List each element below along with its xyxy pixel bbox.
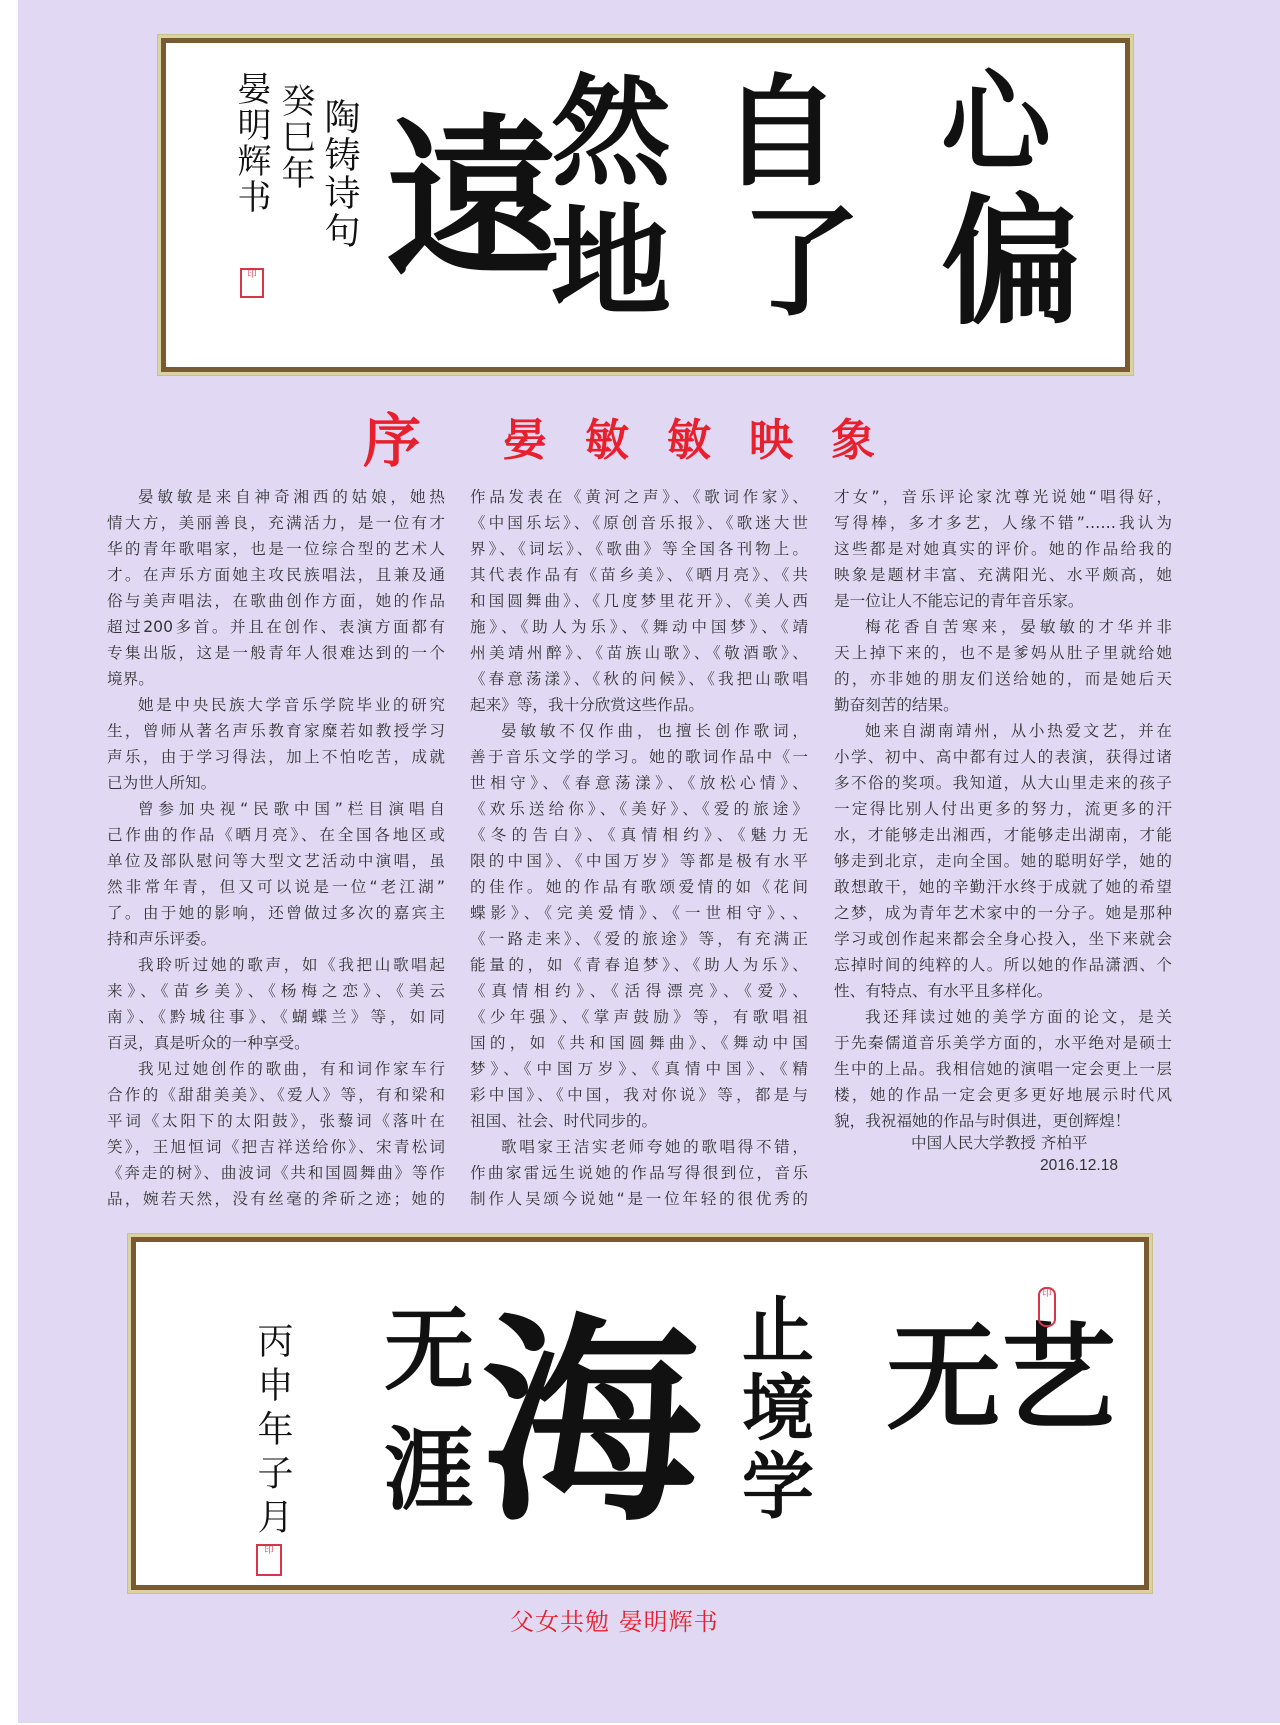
text-line: 《少年强》、《掌声鼓励》等，有歌唱祖: [470, 1008, 808, 1026]
article-column-3: [834, 484, 1172, 1134]
text-line: 《欢乐送给你》、《美好》、《爱的旅途》: [470, 800, 808, 818]
text-line: 施》、《助人为乐》、《舞动中国梦》、《靖: [470, 618, 808, 636]
text-line: 品，婉若天然，没有丝毫的斧斫之迹；她的: [107, 1190, 445, 1208]
calligraphy-char: 心: [941, 58, 1051, 187]
article-column-2: [470, 484, 808, 1212]
text-line: 梅花香自苦寒来，晏敏敏的才华并非: [865, 618, 1172, 636]
author-signature: 中国人民大学教授 齐柏平: [911, 1134, 1088, 1152]
text-line: 性、有特点、有水平且多样化。: [834, 982, 1053, 1000]
text-line: 敢想敢干，她的辛勤汗水终于成就了她的希望: [834, 878, 1172, 896]
text-line: 超过200多首。并且在创作、表演方面都有: [107, 618, 445, 636]
text-line: 能量的，如《青春追梦》、《助人为乐》、: [470, 956, 808, 974]
text-line: 才。在声乐方面她主攻民族唱法，且兼及通: [107, 566, 445, 584]
text-line: 已为世人所知。: [107, 774, 217, 792]
text-line: 够走到北京，走向全国。她的聪明好学，她的: [834, 852, 1172, 870]
text-line: 南》、《黔城往事》、《蝴蝶兰》等，如同: [107, 1008, 445, 1026]
text-line: 限的中国》、《中国万岁》等都是极有水平: [470, 852, 808, 870]
calligraphy-char: 自: [721, 62, 841, 203]
page-title: 晏敏敏映象: [503, 415, 913, 466]
text-line: 平词《太阳下的太阳鼓》，张藜词《落叶在: [107, 1112, 445, 1130]
text-line: 的佳作。她的作品有歌颂爱情的如《花间: [470, 878, 808, 896]
text-line: 曾参加央视“民歌中国”栏目演唱自: [138, 800, 445, 818]
calligraphy-char: 偏: [941, 181, 1082, 345]
text-line: 映象是题材丰富、充满阳光、水平颇高，她: [834, 566, 1172, 584]
text-line: 百灵，真是听众的一种享受。: [107, 1034, 310, 1052]
calligraphy-char: 了: [741, 192, 861, 333]
text-line: 持和声乐评委。: [107, 930, 217, 948]
text-line: 单位及部队慰问等大型文艺活动中演唱，虽: [107, 852, 445, 870]
text-line: 水，才能够走出湘西，才能够走出湖南，才能: [834, 826, 1172, 844]
section-prefix: 序: [363, 407, 422, 475]
text-line: 作曲家雷远生说她的作品写得很到位，音乐: [470, 1164, 808, 1182]
text-line: 梦》、《中国万岁》、《真情中国》、《精: [470, 1060, 808, 1078]
red-seal-stamp-top: 印: [1038, 1287, 1056, 1327]
text-line: 州美靖州醉》、《苗族山歌》、《敬酒歌》、: [470, 644, 808, 662]
text-line: 《奔走的树》、曲波词《共和国圆舞曲》等作: [107, 1164, 445, 1182]
text-line: 这些都是对她真实的评价。她的作品给我的: [834, 540, 1172, 558]
text-line: 制作人吴颂今说她“是一位年轻的很优秀的: [470, 1190, 808, 1208]
text-line: 晏敏敏是来自神奇湘西的姑娘，她热: [138, 488, 445, 506]
text-line: 了。由于她的影响，还曾做过多次的嘉宾主: [107, 904, 445, 922]
text-line: 多不俗的奖项。我知道，从大山里走来的孩子: [834, 774, 1172, 792]
text-line: 俗与美声唱法，在歌曲创作方面，她的作品: [107, 592, 445, 610]
text-line: 和国圆舞曲》、《几度梦里花开》、《美人西: [470, 592, 808, 610]
text-line: 楼，她的作品一定会更多更好地展示时代风: [834, 1086, 1172, 1104]
text-line: 作品发表在《黄河之声》、《歌词作家》、: [470, 488, 808, 506]
text-line: 彩中国》、《中国，我对你说》等，都是与: [470, 1086, 808, 1104]
red-seal-stamp: 印: [240, 268, 264, 298]
calligraphy-char-large: 海: [481, 1292, 702, 1551]
calligraphy-column-2: 止境学: [730, 1292, 815, 1526]
text-line: 我聆听过她的歌声，如《我把山歌唱起: [138, 956, 445, 974]
text-line: 世相守》、《春意荡漾》、《放松心情》、: [470, 774, 808, 792]
text-line: 《真情相约》、《活得漂亮》、《爱》、: [470, 982, 808, 1000]
text-line: 国的，如《共和国圆舞曲》、《舞动中国: [470, 1034, 808, 1052]
text-line: 她来自湖南靖州，从小热爱文艺，并在: [865, 722, 1172, 740]
article-column-1: [107, 484, 445, 1212]
text-line: 勤奋刻苦的结果。: [834, 696, 959, 714]
text-line: 华的青年歌唱家，也是一位综合型的艺术人: [107, 540, 445, 558]
inscription-author: 晏明辉书: [231, 71, 271, 215]
inscription-poem-source: 陶铸诗句: [319, 98, 360, 250]
calligraphy-char: 遠: [386, 98, 561, 303]
text-line: 笑》，王旭恒词《把吉祥送给你》、宋青松词: [107, 1138, 445, 1156]
text-line: 一定得比别人付出更多的努力，流更多的汗: [834, 800, 1172, 818]
text-line: 的，亦非她的朋友们送给她的，而是她后天: [834, 670, 1172, 688]
bottom-calligraphy-scroll: [131, 1237, 1149, 1590]
text-line: 《一路走来》、《爱的旅途》等，有充满正: [470, 930, 808, 948]
text-line: 祖国、社会、时代同步的。: [470, 1112, 658, 1130]
text-line: 声乐，由于学习得法，加上不怕吃苦，成就: [107, 748, 445, 766]
text-line: 起来》等，我十分欣赏这些作品。: [470, 696, 704, 714]
text-line: 境界。: [107, 670, 154, 688]
calligraphy-char: 然: [551, 62, 671, 203]
text-line: 生，曾师从著名声乐教育家糜若如教授学习: [107, 722, 445, 740]
text-line: 情大方，美丽善良，充满活力，是一位有才: [107, 514, 445, 532]
calligraphy-char: 地: [551, 192, 671, 333]
text-line: 然非常年青，但又可以说是一位“老江湖”: [107, 878, 445, 896]
calligraphy-column-4: 无涯: [368, 1302, 474, 1542]
text-line: 《中国乐坛》、《原创音乐报》、《歌迷大世: [470, 514, 808, 532]
text-line: 专集出版，这是一般青年人很难达到的一个: [107, 644, 445, 662]
text-line: 生中的上品。我相信她的演唱一定会更上一层: [834, 1060, 1172, 1078]
inscription-year: 癸巳年: [275, 83, 315, 191]
calligraphy-caption: 父女共勉 晏明辉书: [510, 1608, 719, 1636]
text-line: 是一位让人不能忘记的青年音乐家。: [834, 592, 1084, 610]
text-line: 天上掉下来的，也不是爹妈从肚子里就给她: [834, 644, 1172, 662]
calligraphy-column-1: 艺无: [866, 1317, 1116, 1452]
text-line: 来》、《苗乡美》、《杨梅之恋》、《美云: [107, 982, 445, 1000]
text-line: 歌唱家王洁实老师夸她的歌唱得不错，: [501, 1138, 808, 1156]
text-line: 才女”，音乐评论家沈尊光说她“唱得好，: [834, 488, 1172, 506]
top-calligraphy-scroll: [161, 38, 1130, 372]
text-line: 忘掉时间的纯粹的人。所以她的作品潇洒、个: [834, 956, 1172, 974]
red-seal-stamp-bottom: 印: [256, 1544, 282, 1576]
text-line: 小学、初中、高中都有过人的表演，获得过诸: [834, 748, 1172, 766]
text-line: 合作的《甜甜美美》、《爱人》等，有和梁和: [107, 1086, 445, 1104]
text-line: 蝶影》、《完美爱情》、《一世相守》、、: [470, 904, 808, 922]
text-line: 己作曲的作品《晒月亮》、在全国各地区或: [107, 826, 445, 844]
inscription-date: 丙申年子月: [252, 1322, 293, 1542]
text-line: 写得棒，多才多艺，人缘不错”……我认为: [834, 514, 1172, 532]
text-line: 我见过她创作的歌曲，有和词作家车行: [138, 1060, 445, 1078]
text-line: 《冬的告白》、《真情相约》、《魅力无: [470, 826, 808, 844]
text-line: 貌，我祝福她的作品与时俱进，更创辉煌！: [834, 1112, 1131, 1130]
text-line: 她是中央民族大学音乐学院毕业的研究: [138, 696, 445, 714]
text-line: 善于音乐文学的学习。她的歌词作品中《一: [470, 748, 808, 766]
text-line: 于先秦儒道音乐美学方面的，水平绝对是硕士: [834, 1034, 1172, 1052]
text-line: 之梦，成为青年艺术家中的一分子。她是那种: [834, 904, 1172, 922]
text-line: 我还拜读过她的美学方面的论文，是关: [865, 1008, 1172, 1026]
text-line: 界》、《词坛》、《歌曲》等全国各刊物上。: [470, 540, 808, 558]
text-line: 晏敏敏不仅作曲，也擅长创作歌词，: [501, 722, 808, 740]
text-line: 《春意荡漾》、《秋的问候》、《我把山歌唱: [470, 670, 808, 688]
signature-date: 2016.12.18: [1040, 1157, 1119, 1174]
text-line: 其代表作品有《苗乡美》、《晒月亮》、《共: [470, 566, 808, 584]
text-line: 学习或创作起来都会全身心投入，坐下来就会: [834, 930, 1172, 948]
